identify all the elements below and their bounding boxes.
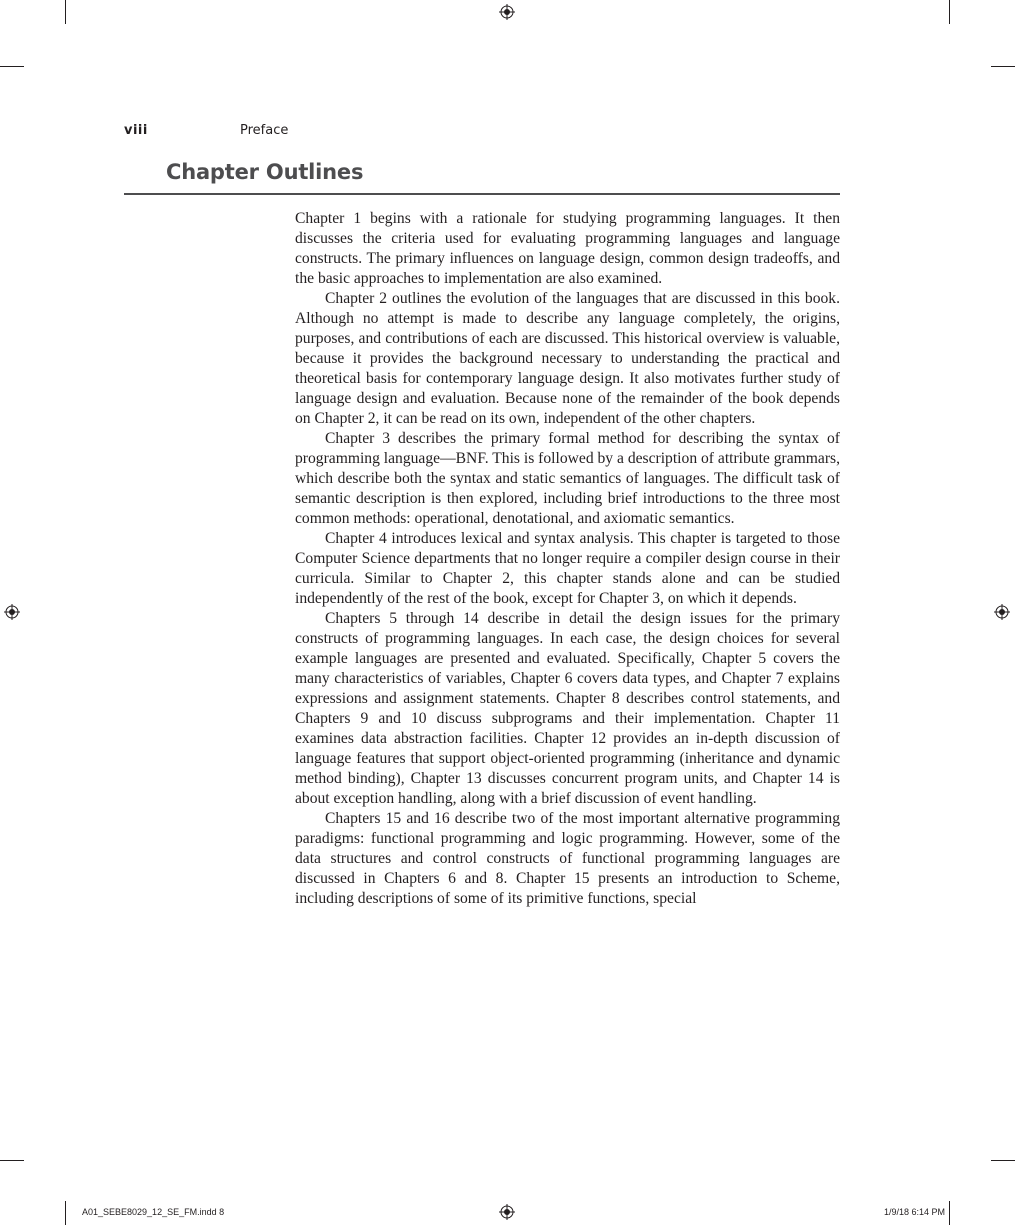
- running-head-section: Preface: [240, 123, 289, 138]
- section-heading: Chapter Outlines: [166, 160, 364, 184]
- paragraph-chapter-1: Chapter 1 begins with a rationale for studying programming languages. It then discusses the criteria used for evaluating programming languages and language constructs. The primary influences on language design, common design tradeoffs, and the basic approaches to implementation are also examined.: [295, 210, 840, 287]
- crop-mark-right-top: [991, 66, 1015, 67]
- crop-mark-top-right: [949, 0, 950, 24]
- registration-mark-bottom-icon: [499, 1204, 515, 1220]
- paragraph-chapters-15-16: Chapters 15 and 16 describe two of the most important alternative programming paradigms: functional programming and logic programming. However, some of the data structures and control constructs of functional programming languages are discussed in Chapters 6 and 8. Chapter 15 presents an introduction to Scheme, including descriptions of some of its primitive functions, special: [295, 810, 840, 907]
- slug-filename: A01_SEBE8029_12_SE_FM.indd 8: [82, 1207, 225, 1217]
- crop-mark-bottom-right: [949, 1201, 950, 1225]
- registration-mark-right-icon: [994, 604, 1010, 620]
- heading-rule: [124, 193, 840, 195]
- slug-datetime: 1/9/18 6:14 PM: [883, 1207, 945, 1217]
- registration-mark-left-icon: [4, 604, 20, 620]
- paragraph-chapter-3: Chapter 3 describes the primary formal method for describing the syntax of programming language—BNF. This is followed by a description of attribute grammars, which describe both the syntax and static semantics of languages. The difficult task of semantic description is then explored, including brief introductions to the three most common methods: operational, denotational, and axiomatic semantics.: [295, 430, 841, 527]
- paragraph-chapter-2: Chapter 2 outlines the evolution of the languages that are discussed in this book. Although no attempt is made to describe any language completely, the origins, purposes, and contributions of each are discussed. This historical overview is valuable, because it provides the background necessary to understanding the practical and theoretical basis for contemporary language design. It also motivates further study of language design and evaluation. Because none of the remainder of the book depends on Chapter 2, it can be read on its own, independent of the other chapters.: [295, 290, 840, 427]
- paragraph-chapters-5-14: Chapters 5 through 14 describe in detail the design issues for the primary constructs of programming languages. In each case, the design choices for several example languages are presented and evaluated. Specifically, Chapter 5 covers the many characteristics of variables, Chapter 6 covers data types, and Chapter 7 explains expressions and assignment statements. Chapter 8 describes control statements, and Chapters 9 and 10 discuss subprograms and their implementation. Chapter 11 examines data abstraction facilities. Chapter 12 provides an in-depth discussion of language features that support object-oriented programming (inheritance and dynamic method binding), Chapter 13 discusses concurrent program units, and Chapter 14 is about exception handling, along with a brief discussion of event handling.: [295, 610, 840, 807]
- crop-mark-left-bottom: [0, 1160, 24, 1161]
- page-number: viii: [124, 123, 148, 138]
- registration-mark-top-icon: [499, 4, 515, 20]
- crop-mark-right-bottom: [991, 1160, 1015, 1161]
- crop-mark-top-left: [65, 0, 66, 24]
- body-text: [295, 209, 840, 909]
- crop-mark-left-top: [0, 66, 24, 67]
- crop-mark-bottom-left: [65, 1201, 66, 1225]
- paragraph-chapter-4: Chapter 4 introduces lexical and syntax analysis. This chapter is targeted to those Computer Science departments that no longer require a compiler design course in their curricula. Similar to Chapter 2, this chapter stands alone and can be studied independently of the rest of the book, except for Chapter 3, on which it depends.: [295, 530, 840, 607]
